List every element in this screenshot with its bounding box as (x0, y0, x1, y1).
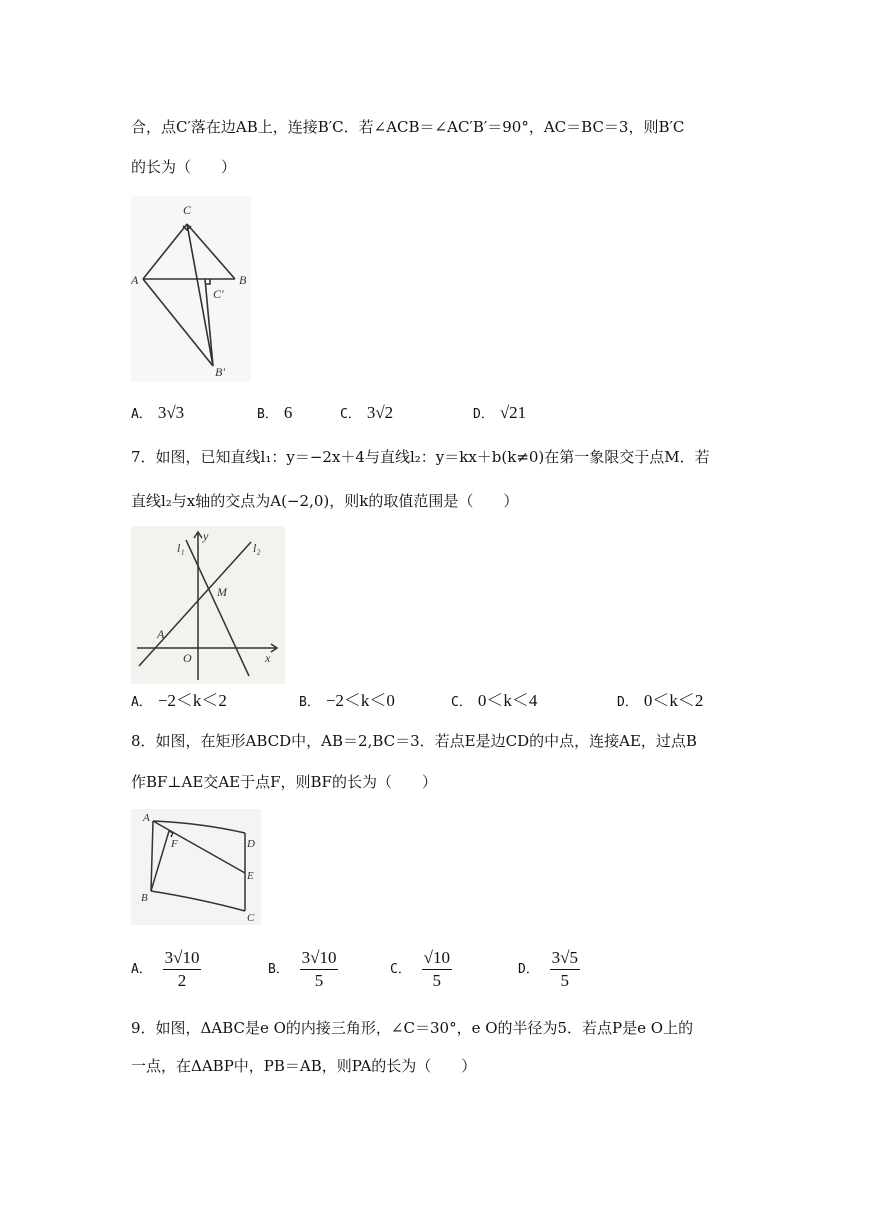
q8-text-line-2: 作BF⊥AE交AE于点F，则BF的长为（ ） (131, 773, 437, 791)
fraction-numerator: 3√10 (163, 947, 202, 970)
fraction-numerator: √10 (422, 947, 452, 970)
option-label: B． (257, 407, 278, 422)
fraction-denominator: 5 (432, 971, 442, 990)
option-label: B． (268, 961, 289, 977)
fraction-denominator: 2 (177, 971, 187, 990)
option-value: 3√2 (366, 403, 394, 422)
option-label: C． (340, 407, 361, 422)
q8-option-a[interactable] (131, 947, 201, 992)
q7-label-l1: l₁ (177, 541, 185, 555)
option-value: 0＜k＜2 (643, 691, 704, 710)
fraction-denominator: 5 (560, 971, 570, 990)
option-label: A． (131, 407, 152, 422)
q8-text-line-1: 8．如图，在矩形ABCD中，AB＝2,BC＝3．若点E是边CD的中点，连接AE，过点B (131, 732, 697, 750)
q7-label-o: O (183, 651, 192, 665)
option-label: A． (131, 961, 152, 977)
q6-text-line-1: 合，点C′落在边AB上，连接B′C．若∠ACB＝∠AC′B′＝90°，AC＝BC＝3，则B′C (131, 118, 685, 136)
fraction-numerator: 3√5 (550, 947, 580, 970)
q6-figure (131, 196, 251, 382)
q6-option-c[interactable] (340, 402, 393, 426)
option-fraction (422, 947, 452, 992)
q6-label-c-prime: C' (213, 287, 224, 301)
q9-text-line-2: 一点，在ΔABP中，PB＝AB，则PA的长为（ ） (131, 1057, 477, 1075)
q7-label-y: y (203, 529, 209, 543)
option-fraction (550, 947, 580, 992)
q7-label-l2: l₂ (253, 541, 261, 555)
option-label: A． (131, 695, 152, 710)
q6-label-b: B (239, 273, 247, 287)
q6-label-b-prime: B' (215, 365, 225, 379)
q7-option-c[interactable] (451, 690, 537, 714)
q6-label-c: C (183, 203, 192, 217)
option-label: B． (299, 695, 320, 710)
q6-option-b[interactable] (257, 402, 292, 426)
q8-label-f: F (171, 838, 178, 850)
q7-label-a: A (157, 627, 165, 641)
option-value: 0＜k＜4 (477, 691, 538, 710)
q6-option-a[interactable] (131, 402, 184, 426)
q8-option-c[interactable] (390, 947, 452, 992)
q8-label-d: D (247, 838, 255, 850)
option-value: −2＜k＜2 (157, 691, 227, 710)
q6-text-line-2: 的长为（ ） (131, 158, 237, 176)
q8-option-d[interactable] (518, 947, 580, 992)
q7-label-x: x (265, 651, 271, 665)
q6-option-d[interactable] (473, 402, 526, 426)
option-value: −2＜k＜0 (325, 691, 395, 710)
option-value: 6 (283, 403, 293, 422)
option-label: D． (617, 695, 638, 710)
fraction-denominator: 5 (314, 971, 324, 990)
option-label: C． (390, 961, 411, 977)
q8-label-e: E (247, 870, 254, 882)
q7-option-d[interactable] (617, 690, 703, 714)
option-fraction (163, 947, 202, 992)
fraction-numerator: 3√10 (300, 947, 339, 970)
q7-text-line-1: 7．如图，已知直线l₁：y＝−2x＋4与直线l₂：y＝kx＋b(k≠0)在第一象限交于点M．若 (131, 448, 710, 466)
option-label: D． (473, 407, 494, 422)
q8-label-b: B (141, 892, 148, 904)
q8-figure (131, 809, 261, 925)
q9-text-line-1: 9．如图，ΔABC是e O的内接三角形，∠C＝30°，e O的半径为5．若点P是e O上的 (131, 1019, 694, 1037)
option-fraction (300, 947, 339, 992)
q7-option-b[interactable] (299, 690, 395, 714)
q8-label-a: A (143, 812, 150, 824)
q7-option-a[interactable] (131, 690, 227, 714)
q7-figure (131, 526, 285, 684)
q6-label-a: A (131, 273, 139, 287)
option-label: D． (518, 961, 539, 977)
option-label: C． (451, 695, 472, 710)
option-value: 3√3 (157, 403, 185, 422)
q7-text-line-2: 直线l₂与x轴的交点为A(−2,0)，则k的取值范围是（ ） (131, 492, 519, 510)
q7-label-m: M (217, 585, 227, 599)
q8-option-b[interactable] (268, 947, 338, 992)
option-value: √21 (499, 403, 527, 422)
q8-label-c: C (247, 912, 255, 924)
